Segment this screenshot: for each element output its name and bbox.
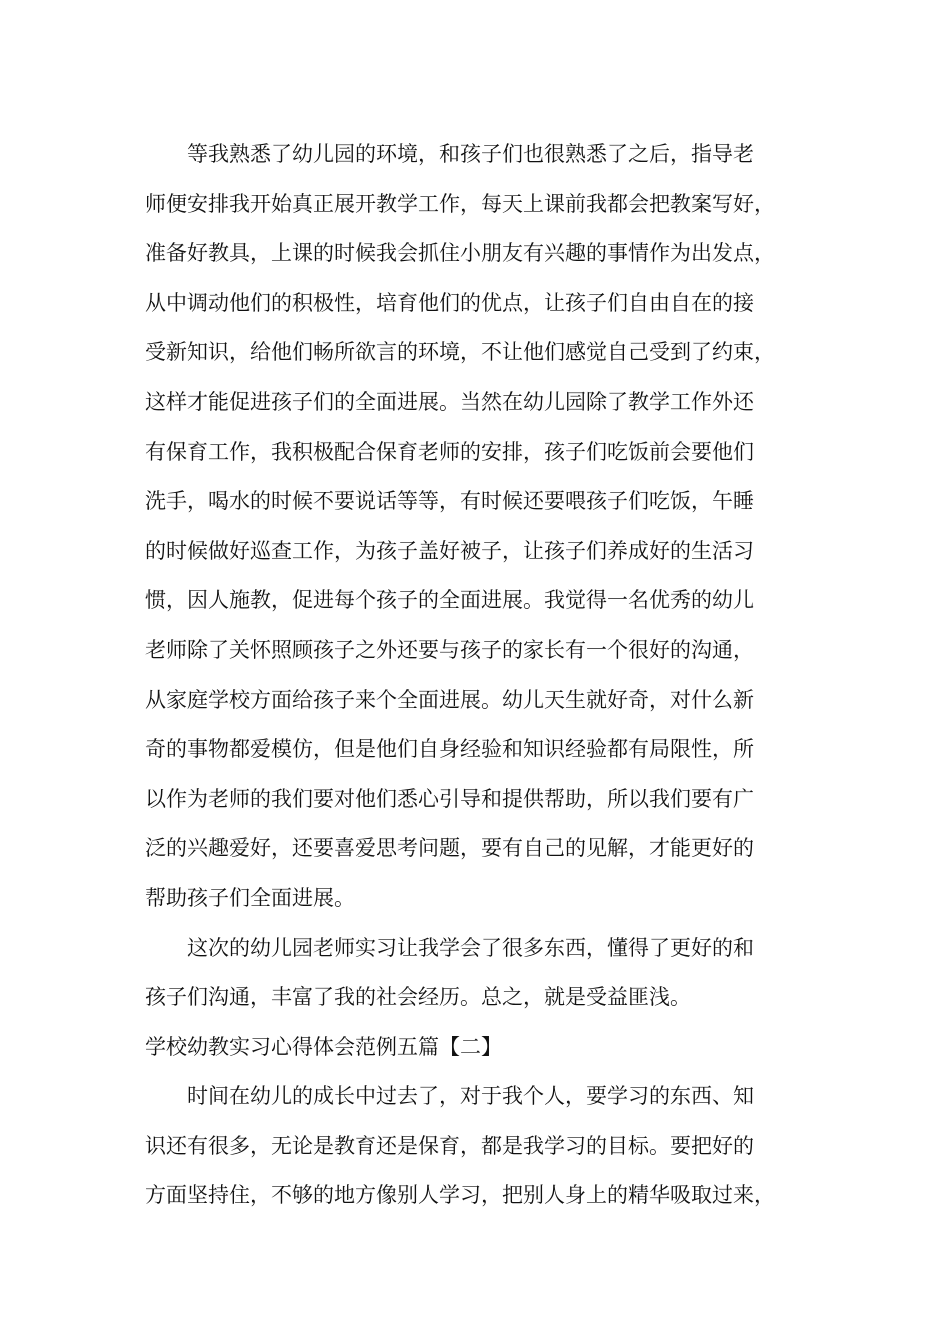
- text-line: 奇的事物都爱模仿，但是他们自身经验和知识经验都有局限性，所: [145, 737, 754, 762]
- text-line: 泛的兴趣爱好，还要喜爱思考问题，要有自己的见解，才能更好的: [145, 836, 754, 861]
- text-line: 有保育工作，我积极配合保育老师的安排，孩子们吃饭前会要他们: [145, 439, 754, 464]
- text-line: 方面坚持住，不够的地方像别人学习，把别人身上的精华吸取过来，: [145, 1183, 775, 1208]
- text-line: 时间在幼儿的成长中过去了，对于我个人，要学习的东西、知: [187, 1084, 754, 1109]
- text-line: 从中调动他们的积极性，培育他们的优点，让孩子们自由自在的接: [145, 290, 754, 315]
- text-line: 师便安排我开始真正展开教学工作，每天上课前我都会把教案写好，: [145, 191, 775, 216]
- text-line: 这次的幼儿园老师实习让我学会了很多东西，懂得了更好的和: [187, 935, 754, 960]
- text-line: 受新知识，给他们畅所欲言的环境，不让他们感觉自己受到了约束，: [145, 340, 775, 365]
- paragraph-3: [145, 1072, 825, 1221]
- text-line: 准备好教具，上课的时候我会抓住小朋友有兴趣的事情作为出发点，: [145, 241, 775, 266]
- text-line: 孩子们沟通，丰富了我的社会经历。总之，就是受益匪浅。: [145, 985, 691, 1010]
- text-line: 惯，因人施教，促进每个孩子的全面进展。我觉得一名优秀的幼儿: [145, 588, 754, 613]
- text-line: 识还有很多，无论是教育还是保育，都是我学习的目标。要把好的: [145, 1133, 754, 1158]
- paragraph-2: [145, 924, 825, 1023]
- text-line: 以作为老师的我们要对他们悉心引导和提供帮助，所以我们要有广: [145, 786, 754, 811]
- text-line: 老师除了关怀照顾孩子之外还要与孩子的家长有一个很好的沟通，: [145, 637, 754, 662]
- text-line: 从家庭学校方面给孩子来个全面进展。幼儿天生就好奇，对什么新: [145, 687, 754, 712]
- section-heading: 学校幼教实习心得体会范例五篇【二】: [145, 1034, 502, 1059]
- text-line: 帮助孩子们全面进展。: [145, 885, 355, 910]
- paragraph-1: [145, 130, 825, 924]
- text-line: 等我熟悉了幼儿园的环境，和孩子们也很熟悉了之后，指导老: [187, 142, 754, 166]
- text-line: 的时候做好巡查工作，为孩子盖好被子，让孩子们养成好的生活习: [145, 538, 754, 563]
- text-line: 洗手，喝水的时候不要说话等等，有时候还要喂孩子们吃饭，午睡: [145, 489, 754, 514]
- text-line: 这样才能促进孩子们的全面进展。当然在幼儿园除了教学工作外还: [145, 389, 754, 414]
- document-page: [145, 130, 825, 1221]
